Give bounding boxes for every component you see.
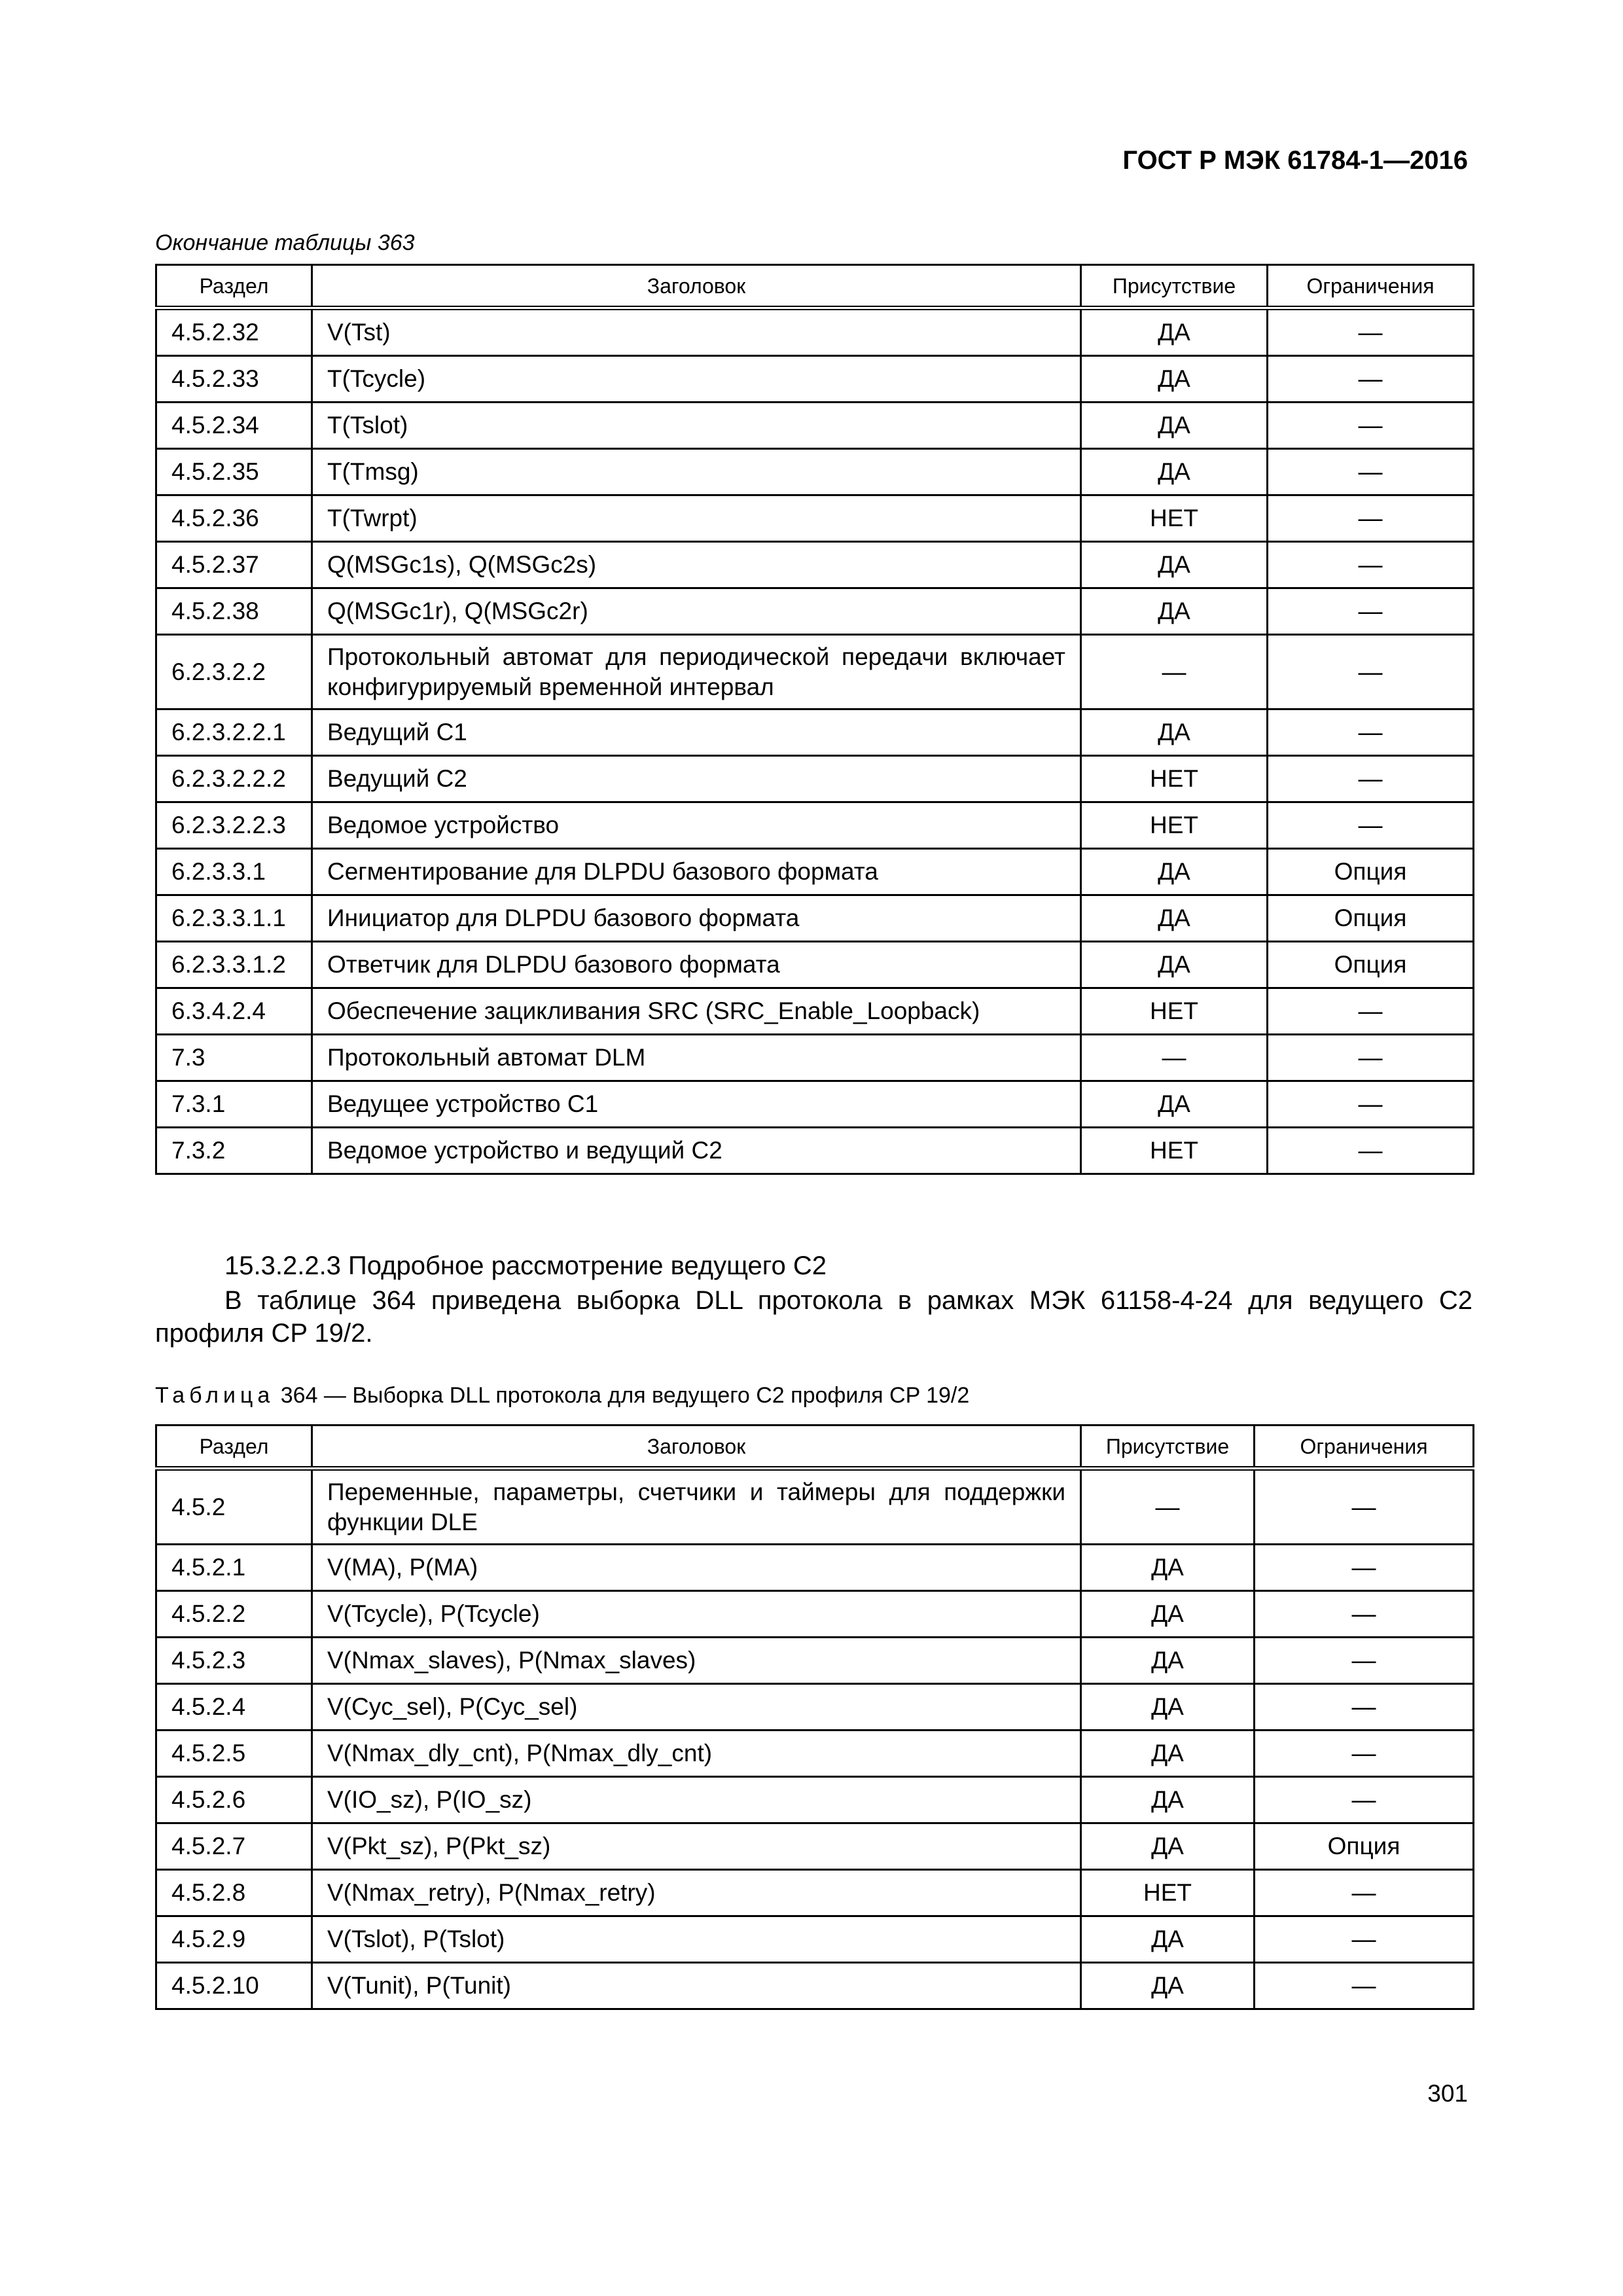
cell-restrictions: —	[1268, 756, 1474, 802]
cell-section: 4.5.2.32	[156, 308, 312, 356]
cell-section: 4.5.2.34	[156, 403, 312, 449]
table-363-body	[156, 308, 1474, 1174]
cell-section: 4.5.2.35	[156, 449, 312, 495]
table-364	[155, 1424, 1474, 2010]
cell-section: 4.5.2.2	[156, 1591, 312, 1638]
cell-title: Ведомое устройство и ведущий C2	[312, 1128, 1081, 1174]
cell-section: 6.2.3.2.2.1	[156, 709, 312, 756]
cell-restrictions: —	[1268, 1081, 1474, 1128]
cell-restrictions: Опция	[1268, 895, 1474, 942]
cell-presence: ДА	[1081, 1823, 1255, 1870]
cell-restrictions: —	[1255, 1777, 1474, 1823]
column-header-restrictions: Ограничения	[1255, 1426, 1474, 1469]
cell-title: T(Tcycle)	[312, 356, 1081, 403]
table-row	[156, 1870, 1474, 1916]
column-header-title: Заголовок	[312, 265, 1081, 308]
cell-restrictions: —	[1255, 1963, 1474, 2009]
table-row	[156, 942, 1474, 988]
cell-section: 4.5.2.4	[156, 1684, 312, 1731]
cell-restrictions: —	[1268, 403, 1474, 449]
cell-title: V(Cyc_sel), P(Cyc_sel)	[312, 1684, 1081, 1731]
cell-presence: —	[1081, 635, 1268, 709]
column-header-presence: Присутствие	[1081, 1426, 1255, 1469]
cell-title: V(Nmax_slaves), P(Nmax_slaves)	[312, 1638, 1081, 1684]
cell-presence: ДА	[1081, 542, 1268, 588]
table-row	[156, 802, 1474, 849]
cell-section: 6.2.3.2.2.2	[156, 756, 312, 802]
cell-presence: ДА	[1081, 1731, 1255, 1777]
cell-restrictions: —	[1268, 449, 1474, 495]
cell-section: 6.3.4.2.4	[156, 988, 312, 1035]
table-row	[156, 756, 1474, 802]
cell-restrictions: —	[1268, 356, 1474, 403]
table-row	[156, 1916, 1474, 1963]
table-row	[156, 1638, 1474, 1684]
table-row	[156, 449, 1474, 495]
cell-restrictions: —	[1268, 802, 1474, 849]
cell-restrictions: —	[1255, 1638, 1474, 1684]
table-row	[156, 1035, 1474, 1081]
cell-restrictions: —	[1255, 1870, 1474, 1916]
cell-restrictions: —	[1268, 308, 1474, 356]
cell-presence: ДА	[1081, 588, 1268, 635]
cell-section: 4.5.2.5	[156, 1731, 312, 1777]
cell-presence: ДА	[1081, 308, 1268, 356]
cell-restrictions: Опция	[1268, 849, 1474, 895]
cell-title: V(Tst)	[312, 308, 1081, 356]
cell-title: V(Pkt_sz), P(Pkt_sz)	[312, 1823, 1081, 1870]
cell-title: T(Tslot)	[312, 403, 1081, 449]
table-row	[156, 1081, 1474, 1128]
cell-restrictions: —	[1268, 709, 1474, 756]
cell-presence: ДА	[1081, 849, 1268, 895]
column-header-title: Заголовок	[312, 1426, 1081, 1469]
cell-presence: ДА	[1081, 895, 1268, 942]
table-row	[156, 542, 1474, 588]
table-row	[156, 1777, 1474, 1823]
cell-section: 4.5.2.38	[156, 588, 312, 635]
cell-presence: ДА	[1081, 1638, 1255, 1684]
cell-restrictions: —	[1255, 1469, 1474, 1545]
page-number: 301	[1427, 2080, 1468, 2107]
cell-section: 7.3	[156, 1035, 312, 1081]
table-header-row	[156, 1426, 1474, 1469]
table-row	[156, 635, 1474, 709]
cell-presence: ДА	[1081, 1777, 1255, 1823]
cell-title: Протокольный автомат для периодической передачи включает конфигурируемый временной интервал	[312, 635, 1081, 709]
cell-section: 6.2.3.3.1	[156, 849, 312, 895]
table-row	[156, 1469, 1474, 1545]
table-row	[156, 895, 1474, 942]
cell-restrictions: Опция	[1268, 942, 1474, 988]
cell-title: Сегментирование для DLPDU базового формата	[312, 849, 1081, 895]
cell-presence: НЕТ	[1081, 1870, 1255, 1916]
column-header-restrictions: Ограничения	[1268, 265, 1474, 308]
cell-section: 4.5.2.33	[156, 356, 312, 403]
cell-title: Ответчик для DLPDU базового формата	[312, 942, 1081, 988]
cell-title: T(Twrpt)	[312, 495, 1081, 542]
table-row	[156, 588, 1474, 635]
cell-presence: ДА	[1081, 942, 1268, 988]
column-header-presence: Присутствие	[1081, 265, 1268, 308]
cell-presence: —	[1081, 1035, 1268, 1081]
table-header-row	[156, 265, 1474, 308]
cell-section: 7.3.1	[156, 1081, 312, 1128]
cell-title: Ведущий C1	[312, 709, 1081, 756]
standard-designation: ГОСТ Р МЭК 61784-1—2016	[1122, 146, 1468, 175]
table-row	[156, 1128, 1474, 1174]
cell-title: V(Tslot), P(Tslot)	[312, 1916, 1081, 1963]
table-row	[156, 1591, 1474, 1638]
cell-title: Q(MSGc1s), Q(MSGc2s)	[312, 542, 1081, 588]
cell-presence: НЕТ	[1081, 1128, 1268, 1174]
cell-presence: ДА	[1081, 403, 1268, 449]
table-row	[156, 1731, 1474, 1777]
cell-restrictions: —	[1255, 1684, 1474, 1731]
cell-section: 4.5.2.10	[156, 1963, 312, 2009]
table-row	[156, 988, 1474, 1035]
cell-section: 6.2.3.3.1.2	[156, 942, 312, 988]
cell-restrictions: —	[1255, 1731, 1474, 1777]
table-caption-text: 364 — Выборка DLL протокола для ведущего C2 профиля CP 19/2	[274, 1383, 970, 1408]
table-363-continuation-caption: Окончание таблицы 363	[155, 230, 415, 255]
table-364-caption	[155, 1383, 969, 1408]
cell-section: 7.3.2	[156, 1128, 312, 1174]
table-row	[156, 1545, 1474, 1591]
clause-heading: 15.3.2.2.3 Подробное рассмотрение ведущего C2	[224, 1251, 827, 1280]
cell-title: Ведомое устройство	[312, 802, 1081, 849]
cell-title: Переменные, параметры, счетчики и таймеры для поддержки функции DLE	[312, 1469, 1081, 1545]
table-row	[156, 403, 1474, 449]
cell-presence: —	[1081, 1469, 1255, 1545]
table-row	[156, 356, 1474, 403]
cell-restrictions: Опция	[1255, 1823, 1474, 1870]
cell-presence: ДА	[1081, 449, 1268, 495]
cell-section: 4.5.2.7	[156, 1823, 312, 1870]
cell-title: Протокольный автомат DLM	[312, 1035, 1081, 1081]
cell-section: 6.2.3.2.2	[156, 635, 312, 709]
cell-presence: ДА	[1081, 709, 1268, 756]
body-paragraph: В таблице 364 приведена выборка DLL протокола в рамках МЭК 61158-4-24 для ведущего C2 профиля CP 19/2.	[155, 1286, 1472, 1348]
cell-title: V(IO_sz), P(IO_sz)	[312, 1777, 1081, 1823]
cell-presence: ДА	[1081, 1916, 1255, 1963]
column-header-section: Раздел	[156, 1426, 312, 1469]
cell-presence: ДА	[1081, 1684, 1255, 1731]
cell-presence: НЕТ	[1081, 988, 1268, 1035]
table-row	[156, 308, 1474, 356]
table-row	[156, 1823, 1474, 1870]
table-364-body	[156, 1469, 1474, 2009]
cell-title: Инициатор для DLPDU базового формата	[312, 895, 1081, 942]
cell-restrictions: —	[1268, 635, 1474, 709]
cell-restrictions: —	[1268, 542, 1474, 588]
table-row	[156, 849, 1474, 895]
table-row	[156, 1963, 1474, 2009]
cell-section: 4.5.2.1	[156, 1545, 312, 1591]
cell-presence: НЕТ	[1081, 802, 1268, 849]
table-row	[156, 709, 1474, 756]
cell-restrictions: —	[1268, 1035, 1474, 1081]
cell-section: 4.5.2.36	[156, 495, 312, 542]
cell-section: 6.2.3.2.2.3	[156, 802, 312, 849]
table-row	[156, 1684, 1474, 1731]
cell-restrictions: —	[1255, 1591, 1474, 1638]
cell-section: 4.5.2	[156, 1469, 312, 1545]
cell-restrictions: —	[1268, 588, 1474, 635]
cell-presence: ДА	[1081, 1963, 1255, 2009]
table-row	[156, 495, 1474, 542]
column-header-section: Раздел	[156, 265, 312, 308]
cell-restrictions: —	[1268, 988, 1474, 1035]
cell-restrictions: —	[1255, 1545, 1474, 1591]
cell-restrictions: —	[1255, 1916, 1474, 1963]
cell-title: Q(MSGc1r), Q(MSGc2r)	[312, 588, 1081, 635]
cell-title: V(Tunit), P(Tunit)	[312, 1963, 1081, 2009]
cell-title: Ведущий C2	[312, 756, 1081, 802]
cell-section: 4.5.2.6	[156, 1777, 312, 1823]
cell-section: 4.5.2.8	[156, 1870, 312, 1916]
cell-restrictions: —	[1268, 495, 1474, 542]
cell-section: 4.5.2.3	[156, 1638, 312, 1684]
cell-title: V(MA), P(MA)	[312, 1545, 1081, 1591]
cell-presence: НЕТ	[1081, 495, 1268, 542]
cell-section: 4.5.2.37	[156, 542, 312, 588]
cell-title: V(Nmax_retry), P(Nmax_retry)	[312, 1870, 1081, 1916]
cell-presence: ДА	[1081, 356, 1268, 403]
cell-title: T(Tmsg)	[312, 449, 1081, 495]
cell-presence: ДА	[1081, 1081, 1268, 1128]
cell-presence: НЕТ	[1081, 756, 1268, 802]
table-caption-label: Таблица	[155, 1383, 275, 1408]
cell-section: 4.5.2.9	[156, 1916, 312, 1963]
cell-presence: ДА	[1081, 1545, 1255, 1591]
cell-title: V(Tcycle), P(Tcycle)	[312, 1591, 1081, 1638]
cell-section: 6.2.3.3.1.1	[156, 895, 312, 942]
cell-title: V(Nmax_dly_cnt), P(Nmax_dly_cnt)	[312, 1731, 1081, 1777]
cell-title: Ведущее устройство C1	[312, 1081, 1081, 1128]
cell-title: Обеспечение зацикливания SRC (SRC_Enable_Loopback)	[312, 988, 1081, 1035]
cell-restrictions: —	[1268, 1128, 1474, 1174]
cell-presence: ДА	[1081, 1591, 1255, 1638]
table-363	[155, 264, 1474, 1175]
